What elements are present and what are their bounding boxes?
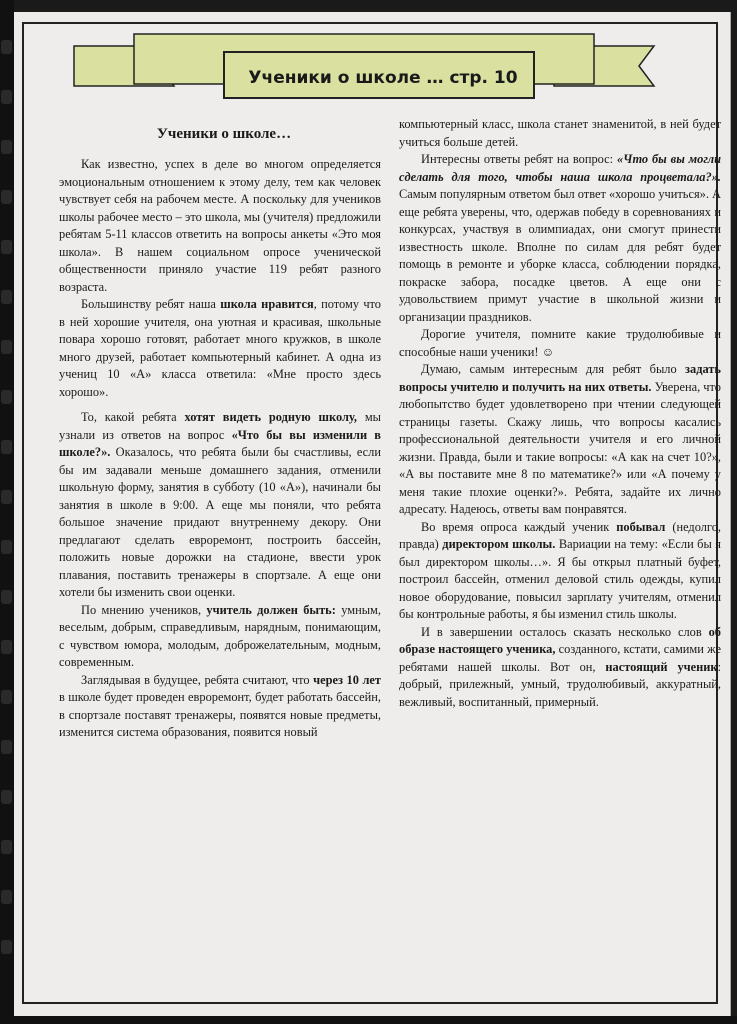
paragraph: Во время опроса каждый ученик побывал (недолго, правда) директором школы. Вариации на тему: «Если бы я был директором школы…». Я бы открыл платный буфет, построил бассейн, отменил деловой стиль одежды, купил новое оборудование, повысил зарплату учителям, отменил бы контрольные работы, я бы изменил стиль школы.	[399, 519, 721, 621]
paragraph: компьютерный класс, школа станет знаменитой, в ней будет учиться больше детей.	[399, 117, 721, 149]
binding-spiral	[0, 0, 14, 1024]
bottom-edge	[0, 1016, 737, 1024]
paragraph: Большинству ребят наша школа нравится, потому что в ней хорошие учителя, она уютная и красивая, школьные повара хорошо готовят, работает много кружков, в школе много друзей, работает компьютерный кабинет. А одна из учениц 10 «А» класса ответила: «Мне просто здесь хорошо».	[59, 297, 382, 399]
paragraph: И в завершении осталось сказать несколько слов об образе настоящего ученика, созданного, кстати, самими же ребятами нашей школы. Вот он, настоящий ученик: добрый, прилежный, умный, трудолюбивый, аккуратный, вежливый, воспитанный, примерный.	[399, 624, 722, 709]
article-left-column	[59, 120, 381, 742]
newspaper-page	[14, 12, 731, 1016]
banner-title: Ученики о школе … стр. 10	[248, 68, 518, 88]
paragraph: Дорогие учителя, помните какие трудолюбивые и способные наши ученики! ☺	[399, 327, 721, 359]
article-right-column	[399, 116, 721, 711]
paragraph: Заглядывая в будущее, ребята считают, что через 10 лет в школе будет проведен евроремонт, будет работать бассейн, в спортзале поставят тренажеры, появятся новые предметы, изменится система образования, появится новый	[59, 672, 381, 739]
paragraph: По мнению учеников, учитель должен быть: умным, веселым, добрым, справедливым, нарядным, понимающим, с чувством юмора, молодым, доброжелательным, модным, современным.	[59, 602, 381, 669]
paragraph: Думаю, самым интересным для ребят было задать вопросы учителю и получить на них ответы. Уверена, что любопытство будет удовлетворено при чтении следующей страницы газеты. Скажу лишь, что вопросы касались профессиональной деятельности учителя и его личной жизни. Правда, были и такие вопросы: «А как на счет 10?», «А вы поставите мне 8 по математике?» или «А почему у меня такие плохие оценки?». Ребята, задайте их лично адресату. Надеюсь, ответы вам понравятся.	[399, 362, 721, 516]
paragraph: То, какой ребята хотят видеть родную школу, мы узнали из ответов на вопрос «Что бы вы изменили в школе?». Оказалось, что ребята были бы счастливы, если бы им задавали меньше домашнего задания, отменили школьную форму, занятия в субботу (10 «А»), начинали бы занятия в школе в 9:00. А еще мы поняли, что ребята большое значение придают внутреннему декору. Они предлагают сделать евроремонт, построить бассейн, положить новые дорожки на стадионе, ввести урок плавания, поставить тренажеры в спортзале. А еще они хотели бы изменить свои оценки.	[59, 410, 381, 599]
paragraph: Как известно, успех в деле во многом определяется эмоциональным отношением к этому делу, тем как человек чувствует себя на рабочем месте. А поскольку для учеников школы рабочее место – это школа, мы (учителя) предложили ребятам 5-11 классов ответить на вопросы анкеты «Это моя школа». В нашем социальном опросе ученической общественности приняло участие 119 ребят разного возраста.	[59, 157, 381, 294]
paragraph: Интересны ответы ребят на вопрос: «Что бы вы могли сделать для того, чтобы наша школа процветала?». Самым популярным ответом был ответ «хорошо учиться». А еще ребята уверены, что, одержав победу в соревнованиях и конкурсах, участвуя в олимпиадах, они смогут принести известность школе. Вполне по силам для ребят будет помощь в ремонте и уборке класса, соблюдении порядка, покраске забора, посадке цветов. А еще они с удовольствием примут участие в школьной жизни и организации праздников.	[399, 152, 722, 324]
article-heading: Ученики о школе…	[156, 126, 292, 142]
